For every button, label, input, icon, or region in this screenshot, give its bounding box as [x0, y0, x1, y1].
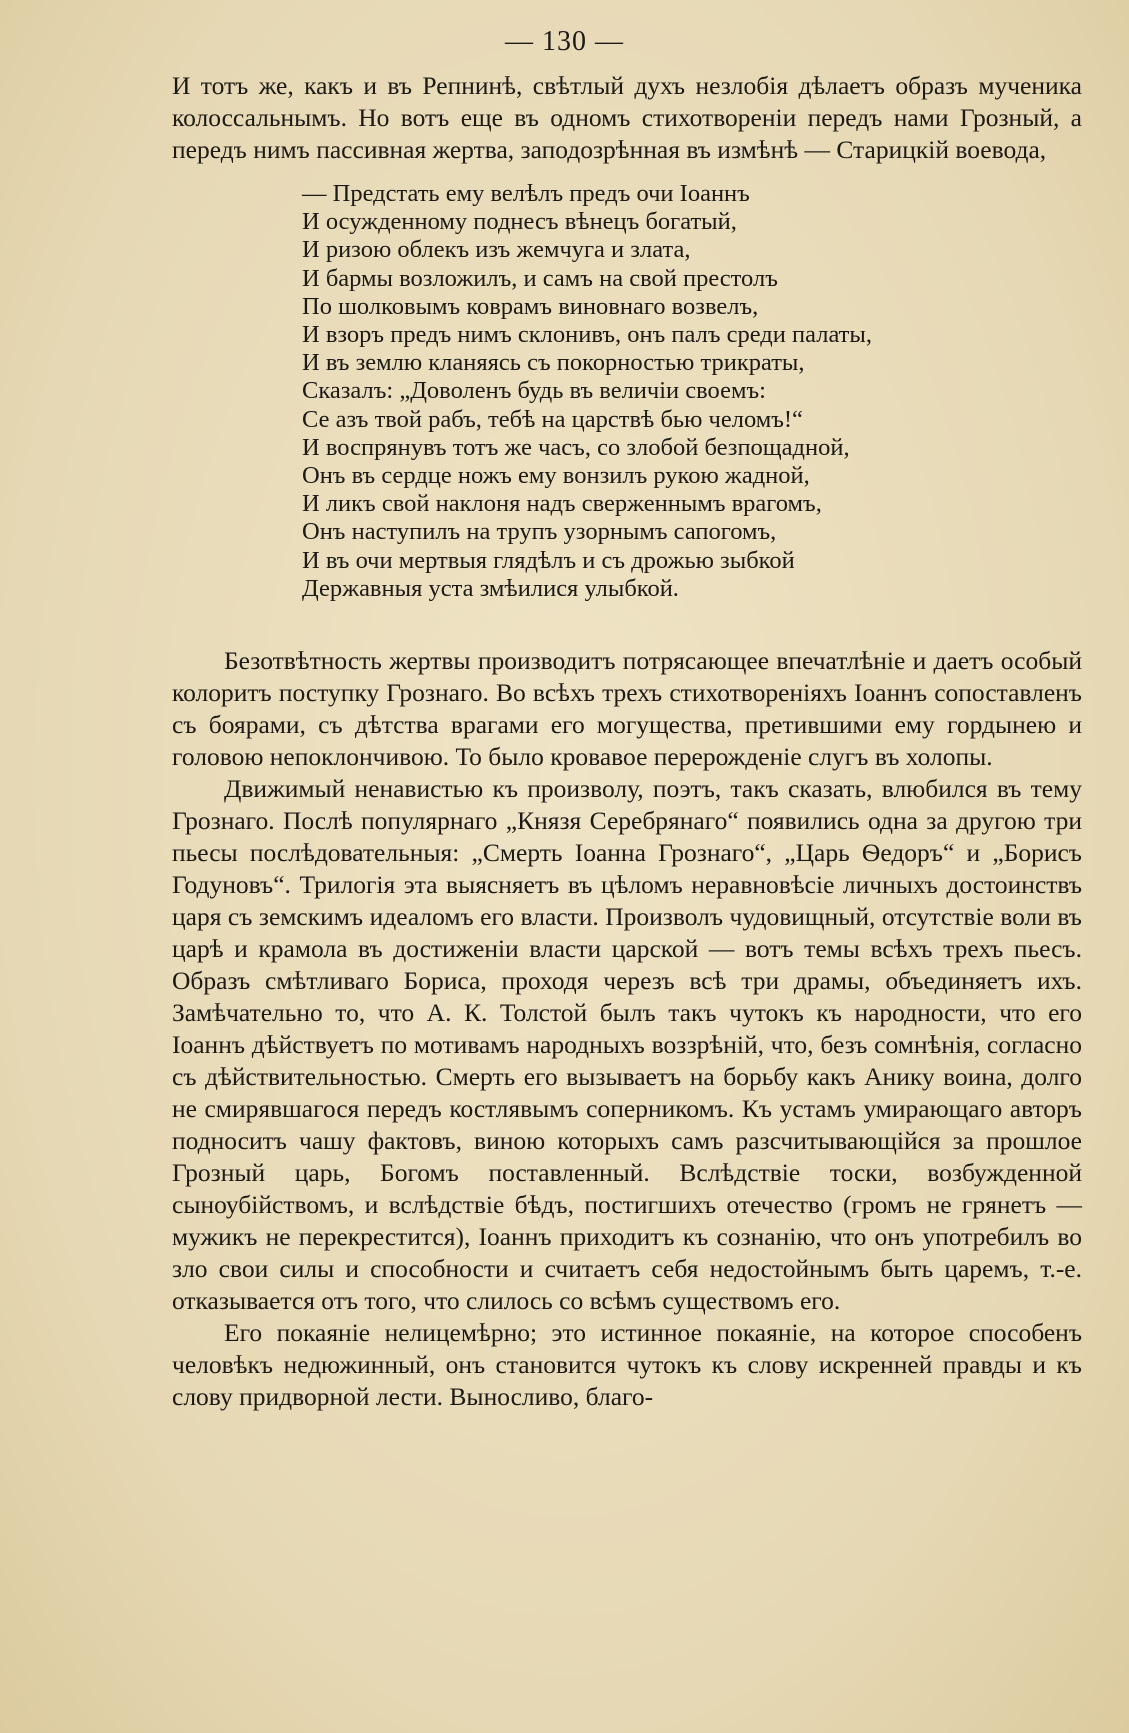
verse-line: Сказалъ: „Доволенъ будь въ величіи своемъ: [302, 377, 766, 405]
verse-line: Се азъ твой рабъ, тебѣ на царствѣ бью челомъ!“ [302, 405, 803, 433]
verse-line: И въ очи мертвыя глядѣлъ и съ дрожью зыбкой [302, 546, 795, 574]
verse-line: И осужденному поднесъ вѣнецъ богатый, [302, 208, 737, 236]
verse-line: И воспрянувъ тотъ же часъ, со злобой безпощадной, [302, 433, 850, 461]
poem-excerpt [302, 180, 1082, 603]
paragraph-silence-of-victim: Безотвѣтность жертвы производитъ потрясающее впечатлѣніе и даетъ особый колоритъ поступку Грознаго. Во всѣхъ трехъ стихотвореніяхъ Іоаннъ сопоставленъ съ боярами, съ дѣтства врагами его могущества, претившими ему гордынею и головою непоклончивою. То было кровавое перерожденіе слугъ въ холопы. [172, 646, 1082, 772]
verse-line: И взоръ предъ нимъ склонивъ, онъ палъ среди палаты, [302, 321, 872, 349]
verse-line: И бармы возложилъ, и самъ на свой престолъ [302, 264, 778, 292]
verse-line: И въ землю кланяясь съ покорностью трикраты, [302, 349, 805, 377]
verse-line: И ризою облекъ изъ жемчуга и злата, [302, 236, 691, 264]
verse-line: И ликъ свой наклоня надъ сверженнымъ врагомъ, [302, 490, 822, 518]
verse-line: По шолковымъ коврамъ виновнаго возвелъ, [302, 292, 759, 320]
verse-line: — Предстать ему велѣлъ предъ очи Іоаннъ [302, 180, 750, 207]
paragraph-repentance: Его покаяніе нелицемѣрно; это истинное покаяніе, на которое способенъ человѣкъ недюжинный, онъ становится чутокъ къ слову искренней правды и къ слову придворной лести. Выносливо, благо- [172, 1318, 1082, 1412]
intro-paragraph: И тотъ же, какъ и въ Репнинѣ, свѣтлый духъ незлобія дѣлаетъ образъ мученика колоссальнымъ. Но вотъ еще въ одномъ стихотвореніи передъ нами Грозный, а передъ нимъ пассивная жертва, заподозрѣнная въ измѣнѣ — Старицкій воевода, [172, 71, 1082, 164]
verse-line: Державныя уста змѣилися улыбкой. [302, 574, 679, 602]
verse-line: Онъ наступилъ на трупъ узорнымъ сапогомъ, [302, 518, 777, 546]
body-text [172, 70, 1082, 1413]
verse-line: Онъ въ сердце ножъ ему вонзилъ рукою жадной, [302, 462, 810, 490]
page-number: — 130 — [505, 26, 624, 57]
paragraph-trilogy: Движимый ненавистью къ произволу, поэтъ, такъ сказать, влюбился въ тему Грознаго. Послѣ популярнаго „Князя Серебрянаго“ появились одна за другою три пьесы послѣдовательныя: „Смерть Іоанна Грознаго“, „Царь Ѳедоръ“ и „Борисъ Годуновъ“. Трилогія эта выясняетъ въ цѣломъ неравновѣсіе личныхъ достоинствъ царя съ земскимъ идеаломъ его власти. Произволъ чудовищный, отсутствіе воли въ царѣ и крамола въ достиженіи власти царской — вотъ темы всѣхъ трехъ пьесъ. Образъ смѣтливаго Бориса, проходя черезъ всѣ три драмы, объединяетъ ихъ. Замѣчательно то, что А. К. Толстой былъ такъ чутокъ къ народности, что его Іоаннъ дѣйствуетъ по мотивамъ народныхъ воззрѣній, что, безъ сомнѣнія, согласно съ дѣйствительностью. Смерть его вызываетъ на борьбу какъ Анику воина, долго не смирявшагося передъ костлявымъ соперникомъ. Къ устамъ умирающаго авторъ подноситъ чашу фактовъ, виною которыхъ самъ разсчитывающійся за прошлое Грозный царь, Богомъ поставленный. Вслѣдствіе тоски, возбужденной сыноубійствомъ, и вслѣдствіе бѣдъ, постигшихъ отечество (громъ не грянетъ — мужикъ не перекрестится), Іоаннъ приходитъ къ сознанію, что онъ употребилъ во зло свои силы и способности и считаетъ себя недостойнымъ быть царемъ, т.-е. отказывается отъ того, что слилось со всѣмъ существомъ его. [172, 774, 1082, 1316]
section-gap [172, 621, 1082, 645]
